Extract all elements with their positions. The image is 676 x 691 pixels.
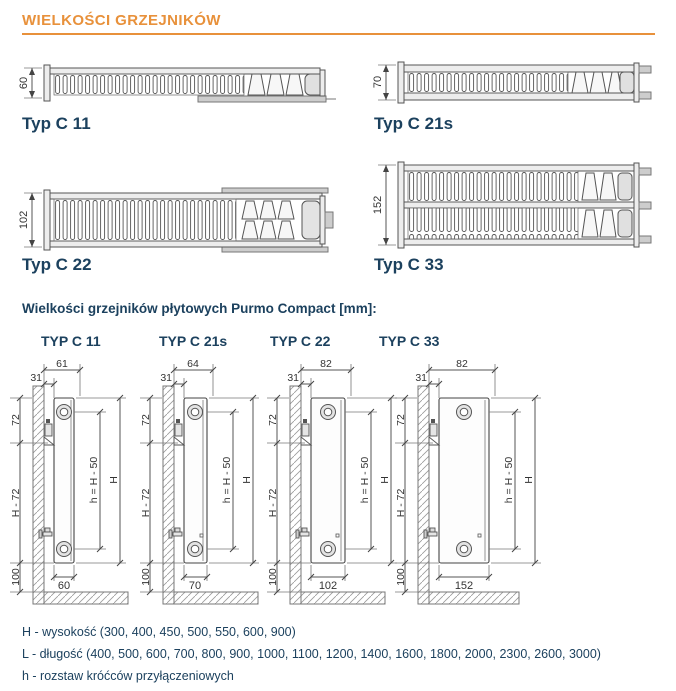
wall-bracket [174, 419, 184, 445]
dim-label: 82 [456, 358, 468, 370]
wall-and-floor [33, 386, 128, 604]
depth-dimension [18, 193, 42, 247]
dim-label: H - 72 [140, 488, 152, 518]
dim-label-depth: 152 [372, 195, 384, 215]
dim-label: 31 [415, 372, 427, 384]
section-heading: Wielkości grzejników płytowych Purmo Compact [mm]: [22, 301, 377, 316]
col-header-c11: TYP C 11 [41, 333, 101, 349]
dim-right-height [491, 395, 541, 566]
dim-label: 60 [57, 580, 71, 592]
dim-bottom-depth [436, 565, 492, 592]
dim-label: 64 [187, 358, 199, 370]
page-title: WIELKOŚCI GRZEJNIKÓW [22, 12, 221, 29]
legend [22, 621, 601, 687]
dim-label: H - 72 [10, 488, 22, 518]
dim-top-outer [41, 358, 83, 396]
dim-label: 31 [287, 372, 299, 384]
dim-label: 100 [10, 568, 22, 586]
wall-bracket [301, 419, 311, 445]
dim-label: H [379, 476, 391, 484]
radiator-body [311, 398, 345, 563]
dim-bottom-depth [51, 565, 77, 592]
label-typ-c22: Typ C 22 [22, 255, 92, 274]
radiator-profile [398, 62, 651, 103]
wall-and-floor [163, 386, 258, 604]
dim-label: h = H - 50 [221, 456, 233, 504]
dim-bottom-depth [308, 565, 348, 592]
legend-line-length: L - długość (400, 500, 600, 700, 800, 900, 1000, 1100, 1200, 1400, 1600, 1800, 2000, 2300, 2600, 3000) [22, 647, 601, 661]
dim-right-ports [345, 409, 377, 552]
dim-label-depth: 102 [18, 210, 30, 230]
dim-label: 102 [318, 580, 338, 592]
radiator-body [54, 398, 74, 563]
dim-label: 100 [395, 568, 407, 586]
radiator-profile [44, 65, 336, 102]
dim-top-outer [298, 358, 354, 396]
depth-dimension [18, 68, 42, 98]
dim-label: 82 [320, 358, 332, 370]
radiator-profile [398, 162, 651, 248]
dim-label: 100 [140, 568, 152, 586]
label-typ-c11: Typ C 11 [22, 114, 91, 133]
dim-label: h = H - 50 [88, 456, 100, 504]
dim-right-height [76, 395, 126, 566]
title-underline [22, 33, 655, 35]
dim-label: 72 [267, 414, 279, 426]
dim-label: h = H - 50 [503, 456, 515, 504]
dim-label: 72 [140, 414, 152, 426]
dim-label: 100 [267, 568, 279, 586]
cross-section-c33 [372, 160, 662, 252]
dim-label: 70 [188, 580, 202, 592]
side-view-c33 [387, 358, 557, 610]
dim-label: 152 [454, 580, 474, 592]
dim-label-depth: 60 [18, 76, 30, 90]
dim-right-ports [74, 409, 106, 552]
dim-bottom-depth [181, 565, 210, 592]
dim-right-ports [207, 409, 239, 552]
wall-bracket [429, 419, 439, 445]
dim-label: H [241, 476, 253, 484]
cross-section-c11 [18, 62, 348, 110]
dim-label: H - 72 [395, 488, 407, 518]
legend-line-height: H - wysokość (300, 400, 450, 500, 550, 600, 900) [22, 625, 296, 639]
col-header-c33: TYP C 33 [379, 333, 440, 349]
dim-label: 72 [395, 414, 407, 426]
dim-label: H - 72 [267, 488, 279, 518]
label-typ-c33: Typ C 33 [374, 255, 444, 274]
legend-line-connections: h - rozstaw króćców przyłączeniowych [22, 669, 234, 683]
radiator-profile [44, 188, 333, 252]
radiator-body [439, 398, 489, 563]
depth-dimension [372, 65, 396, 100]
dim-label: H [108, 476, 120, 484]
label-typ-c21s: Typ C 21s [374, 114, 454, 133]
dim-label: 72 [10, 414, 22, 426]
dim-label: 31 [160, 372, 172, 384]
wall-bracket [44, 419, 54, 445]
dim-label: 61 [56, 358, 68, 370]
dim-top-outer [171, 358, 216, 396]
dim-label: h = H - 50 [359, 456, 371, 504]
dim-label: 31 [30, 372, 42, 384]
col-header-c21s: TYP C 21s [159, 333, 228, 349]
dim-label-depth: 70 [372, 75, 384, 89]
dim-right-height [209, 395, 259, 566]
dim-label: H [523, 476, 535, 484]
depth-dimension [372, 165, 396, 245]
dim-top-outer [426, 358, 498, 396]
dim-right-ports [489, 409, 521, 552]
radiator-body [184, 398, 207, 563]
cross-section-c22 [18, 188, 348, 252]
cross-section-c21s [372, 60, 657, 110]
col-header-c22: TYP C 22 [270, 333, 331, 349]
